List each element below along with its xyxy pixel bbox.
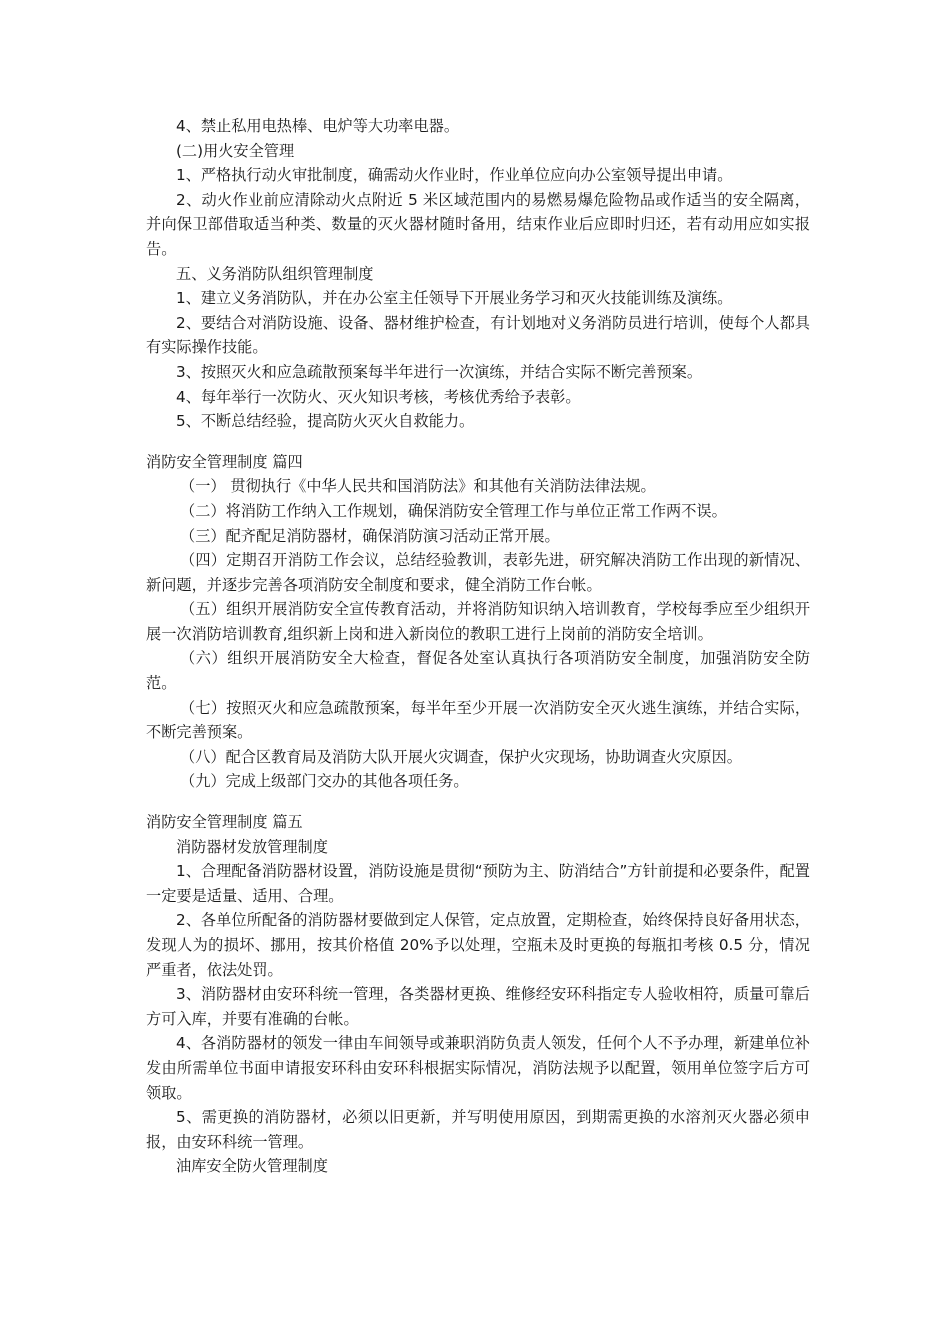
document-body bbox=[146, 114, 810, 1179]
section4-heading: 消防安全管理制度 篇四 bbox=[146, 452, 303, 471]
paragraph: 4、禁止私用电热棒、电炉等大功率电器。 bbox=[176, 117, 460, 135]
section5-subheading: 消防器材发放管理制度 bbox=[176, 837, 328, 856]
paragraph: 5、不断总结经验，提高防火灭火自救能力。 bbox=[176, 412, 475, 431]
section5-item: 4、各消防器材的领发一律由车间领导或兼职消防负责人领发，任何个人不予办理，新建单位补发由所需单位书面申请报安环科由安环科根据实际情况，消防法规予以配置，领用单位签字后方可领取。 bbox=[146, 1034, 810, 1102]
paragraph: 2、动火作业前应清除动火点附近 5 米区域范围内的易燃易爆危险物品或作适当的安全隔离，并向保卫部借取适当种类、数量的灭火器材随时备用，结束作业后应即时归还，若有动用应如实报告。 bbox=[146, 190, 810, 258]
section4-item: （六）组织开展消防安全大检查，督促各处室认真执行各项消防安全制度，加强消防安全防范。 bbox=[146, 649, 810, 693]
subsection-heading: (二)用火安全管理 bbox=[176, 141, 295, 160]
section-gap bbox=[146, 434, 810, 450]
paragraph: 2、要结合对消防设施、设备、器材维护检查，有计划地对义务消防员进行培训，使每个人都具有实际操作技能。 bbox=[146, 313, 810, 357]
section5-item: 1、合理配备消防器材设置，消防设施是贯彻“预防为主、防消结合”方针前提和必要条件，配置一定要是适量、适用、合理。 bbox=[146, 862, 810, 905]
section4-item: （二）将消防工作纳入工作规划，确保消防安全管理工作与单位正常工作两不误。 bbox=[180, 501, 727, 520]
section4-item: （一） 贯彻执行《中华人民共和国消防法》和其他有关消防法律法规。 bbox=[180, 477, 656, 496]
section5-closing-heading: 油库安全防火管理制度 bbox=[176, 1157, 328, 1176]
section4-item: （四）定期召开消防工作会议，总结经验教训，表彰先进，研究解决消防工作出现的新情况、新问题，并逐步完善各项消防安全制度和要求，健全消防工作台帐。 bbox=[146, 551, 810, 594]
paragraph: 1、严格执行动火审批制度，确需动火作业时，作业单位应向办公室领导提出申请。 bbox=[176, 166, 733, 185]
section5-item: 5、需更换的消防器材，必须以旧更新，并写明使用原因，到期需更换的水溶剂灭火器必须申报，由安环科统一管理。 bbox=[146, 1108, 810, 1151]
section-heading: 五、义务消防队组织管理制度 bbox=[176, 264, 374, 283]
section4-item: （九）完成上级部门交办的其他各项任务。 bbox=[180, 772, 469, 791]
section4-item: （三）配齐配足消防器材，确保消防演习活动正常开展。 bbox=[180, 526, 560, 545]
section5-item: 3、消防器材由安环科统一管理，各类器材更换、维修经安环科指定专人验收相符，质量可靠后方可入库，并要有准确的台帐。 bbox=[146, 985, 810, 1028]
paragraph: 3、按照灭火和应急疏散预案每半年进行一次演练，并结合实际不断完善预案。 bbox=[176, 362, 703, 381]
section5-item: 2、各单位所配备的消防器材要做到定人保管，定点放置，定期检查，始终保持良好备用状态，发现人为的损坏、挪用，按其价格值 20%予以处理，空瓶未及时更换的每瓶扣考核 0.5 分，情况严重者，依法处罚。 bbox=[146, 911, 810, 979]
section4-item: （七）按照灭火和应急疏散预案，每半年至少开展一次消防安全灭火逃生演练，并结合实际，不断完善预案。 bbox=[146, 698, 810, 742]
section4-item: （五）组织开展消防安全宣传教育活动，并将消防知识纳入培训教育，学校每季应至少组织开展一次消防培训教育,组织新上岗和进入新岗位的教职工进行上岗前的消防安全培训。 bbox=[146, 600, 810, 643]
section-gap bbox=[146, 794, 810, 810]
section4-item: （八）配合区教育局及消防大队开展火灾调查，保护火灾现场，协助调查火灾原因。 bbox=[180, 747, 742, 766]
paragraph: 1、建立义务消防队，并在办公室主任领导下开展业务学习和灭火技能训练及演练。 bbox=[176, 289, 733, 308]
section5-heading: 消防安全管理制度 篇五 bbox=[146, 813, 303, 832]
paragraph: 4、每年举行一次防火、灭火知识考核，考核优秀给予表彰。 bbox=[176, 387, 581, 406]
